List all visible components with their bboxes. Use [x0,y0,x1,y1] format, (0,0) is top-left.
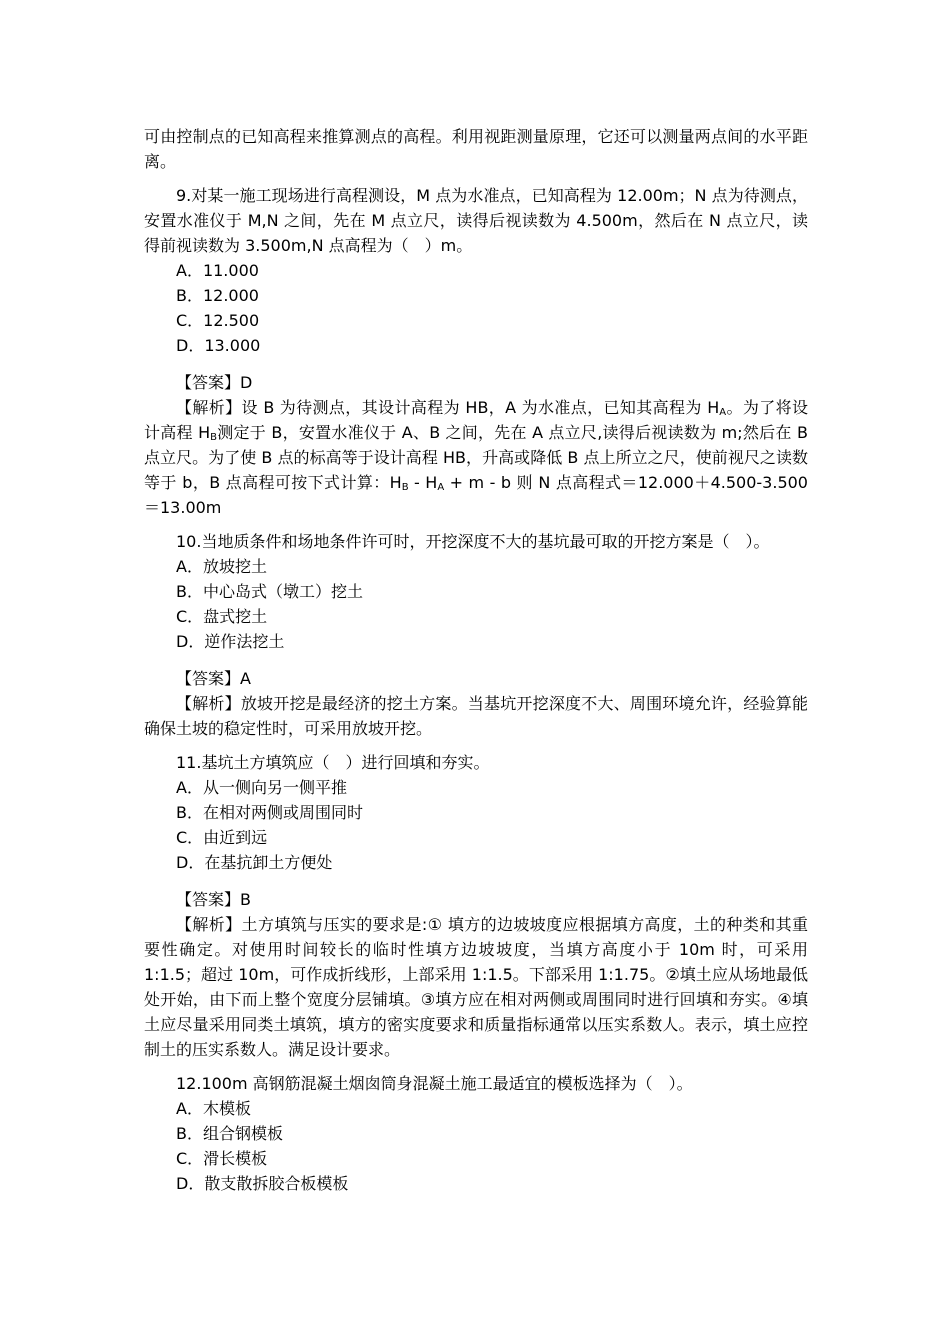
question-12-stem: 12.100m 高钢筋混凝土烟囱筒身混凝土施工最适宜的模板选择为（ ）。 [176,1074,693,1093]
question-11-analysis: 【解析】土方填筑与压实的要求是:① 填方的边坡坡度应根据填方高度，土的种类和其重要性确定。对使用时间较长的临时性填方边坡坡度，当填方高度小于 10m 时，可采用 1:1.5；超过 10m，可作成折线形，上部采用 1:1.5。下部采用 1:1.75。②填土应从场地最低处开始，由下而上整个宽度分层铺填。③填方应在相对两侧或周围同时进行回填和夯实。④填土应尽量采用同类土填筑，填方的密实度要求和质量指标通常以压实系数人。表示，填土应控制土的压实系数人。满足设计要求。 [144,915,808,1059]
question-11-option-d: D．在基抗卸土方便处 [176,853,333,872]
subscript: A [719,407,727,418]
analysis-text: 测定于 B，安置水准仪于 A、B 之间，先在 A 点立尺,读得后视读数为 m;然后在 B 点立尺。为了使 B 点的标高等于设计高程 HB，升高或降低 B 点上所立之尺，使前视尺之读数等于 b，B 点高程可按下式计算：H [144,423,808,492]
question-11-option-b: B．在相对两侧或周围同时 [176,803,363,822]
analysis-text: - H [408,473,438,492]
question-11-answer: 【答案】B [176,890,251,909]
question-10-option-c: C．盘式挖土 [176,607,268,626]
question-9-option-c: C．12.500 [176,311,260,330]
question-11-stem: 11.基坑土方填筑应（ ）进行回填和夯实。 [176,753,490,772]
question-10-answer: 【答案】A [176,669,251,688]
question-10-option-b: B．中心岛式（墩工）挖土 [176,582,363,601]
question-9-option-a: A．11.000 [176,261,259,280]
question-12-option-b: B．组合钢模板 [176,1124,283,1143]
analysis-text: 。为了将设计高程 H [144,398,808,442]
question-10-option-d: D．逆作法挖土 [176,632,285,651]
subscript: B [401,482,409,493]
question-9-analysis [144,395,808,520]
question-12-option-a: A．木模板 [176,1099,251,1118]
subscript: B [210,432,218,443]
analysis-text: 【解析】设 B 为待测点，其设计高程为 HB，A 为水准点，已知其高程为 H [176,398,720,417]
question-9-answer: 【答案】D [176,373,253,392]
question-11-option-a: A．从一侧向另一侧平推 [176,778,347,797]
intro-paragraph: 可由控制点的已知高程来推算测点的高程。利用视距测量原理，它还可以测量两点间的水平距离。 [144,127,808,171]
question-12-option-c: C．滑长模板 [176,1149,268,1168]
question-10-option-a: A．放坡挖土 [176,557,267,576]
question-12-option-d: D．散支散拆胶合板模板 [176,1174,349,1193]
document-page [144,124,808,1196]
subscript: A [437,482,445,493]
question-9-option-d: D．13.000 [176,336,261,355]
analysis-text: + m - b 则 N 点高程式＝12.000＋4.500-3.500＝13.00m [144,473,808,517]
question-9-option-b: B．12.000 [176,286,259,305]
question-10-stem: 10.当地质条件和场地条件许可时，开挖深度不大的基坑最可取的开挖方案是（ ）。 [176,532,770,551]
question-10-analysis: 【解析】放坡开挖是最经济的挖土方案。当基坑开挖深度不大、周围环境允许，经验算能确保土坡的稳定性时，可采用放坡开挖。 [144,694,808,738]
question-9-stem: 9.对某一施工现场进行高程测设，M 点为水准点，已知高程为 12.00m；N 点为待测点，安置水准仪于 M,N 之间，先在 M 点立尺，读得后视读数为 4.500m，然后在 N 点立尺，读得前视读数为 3.500m,N 点高程为（ ）m。 [144,186,808,255]
question-11-option-c: C．由近到远 [176,828,268,847]
